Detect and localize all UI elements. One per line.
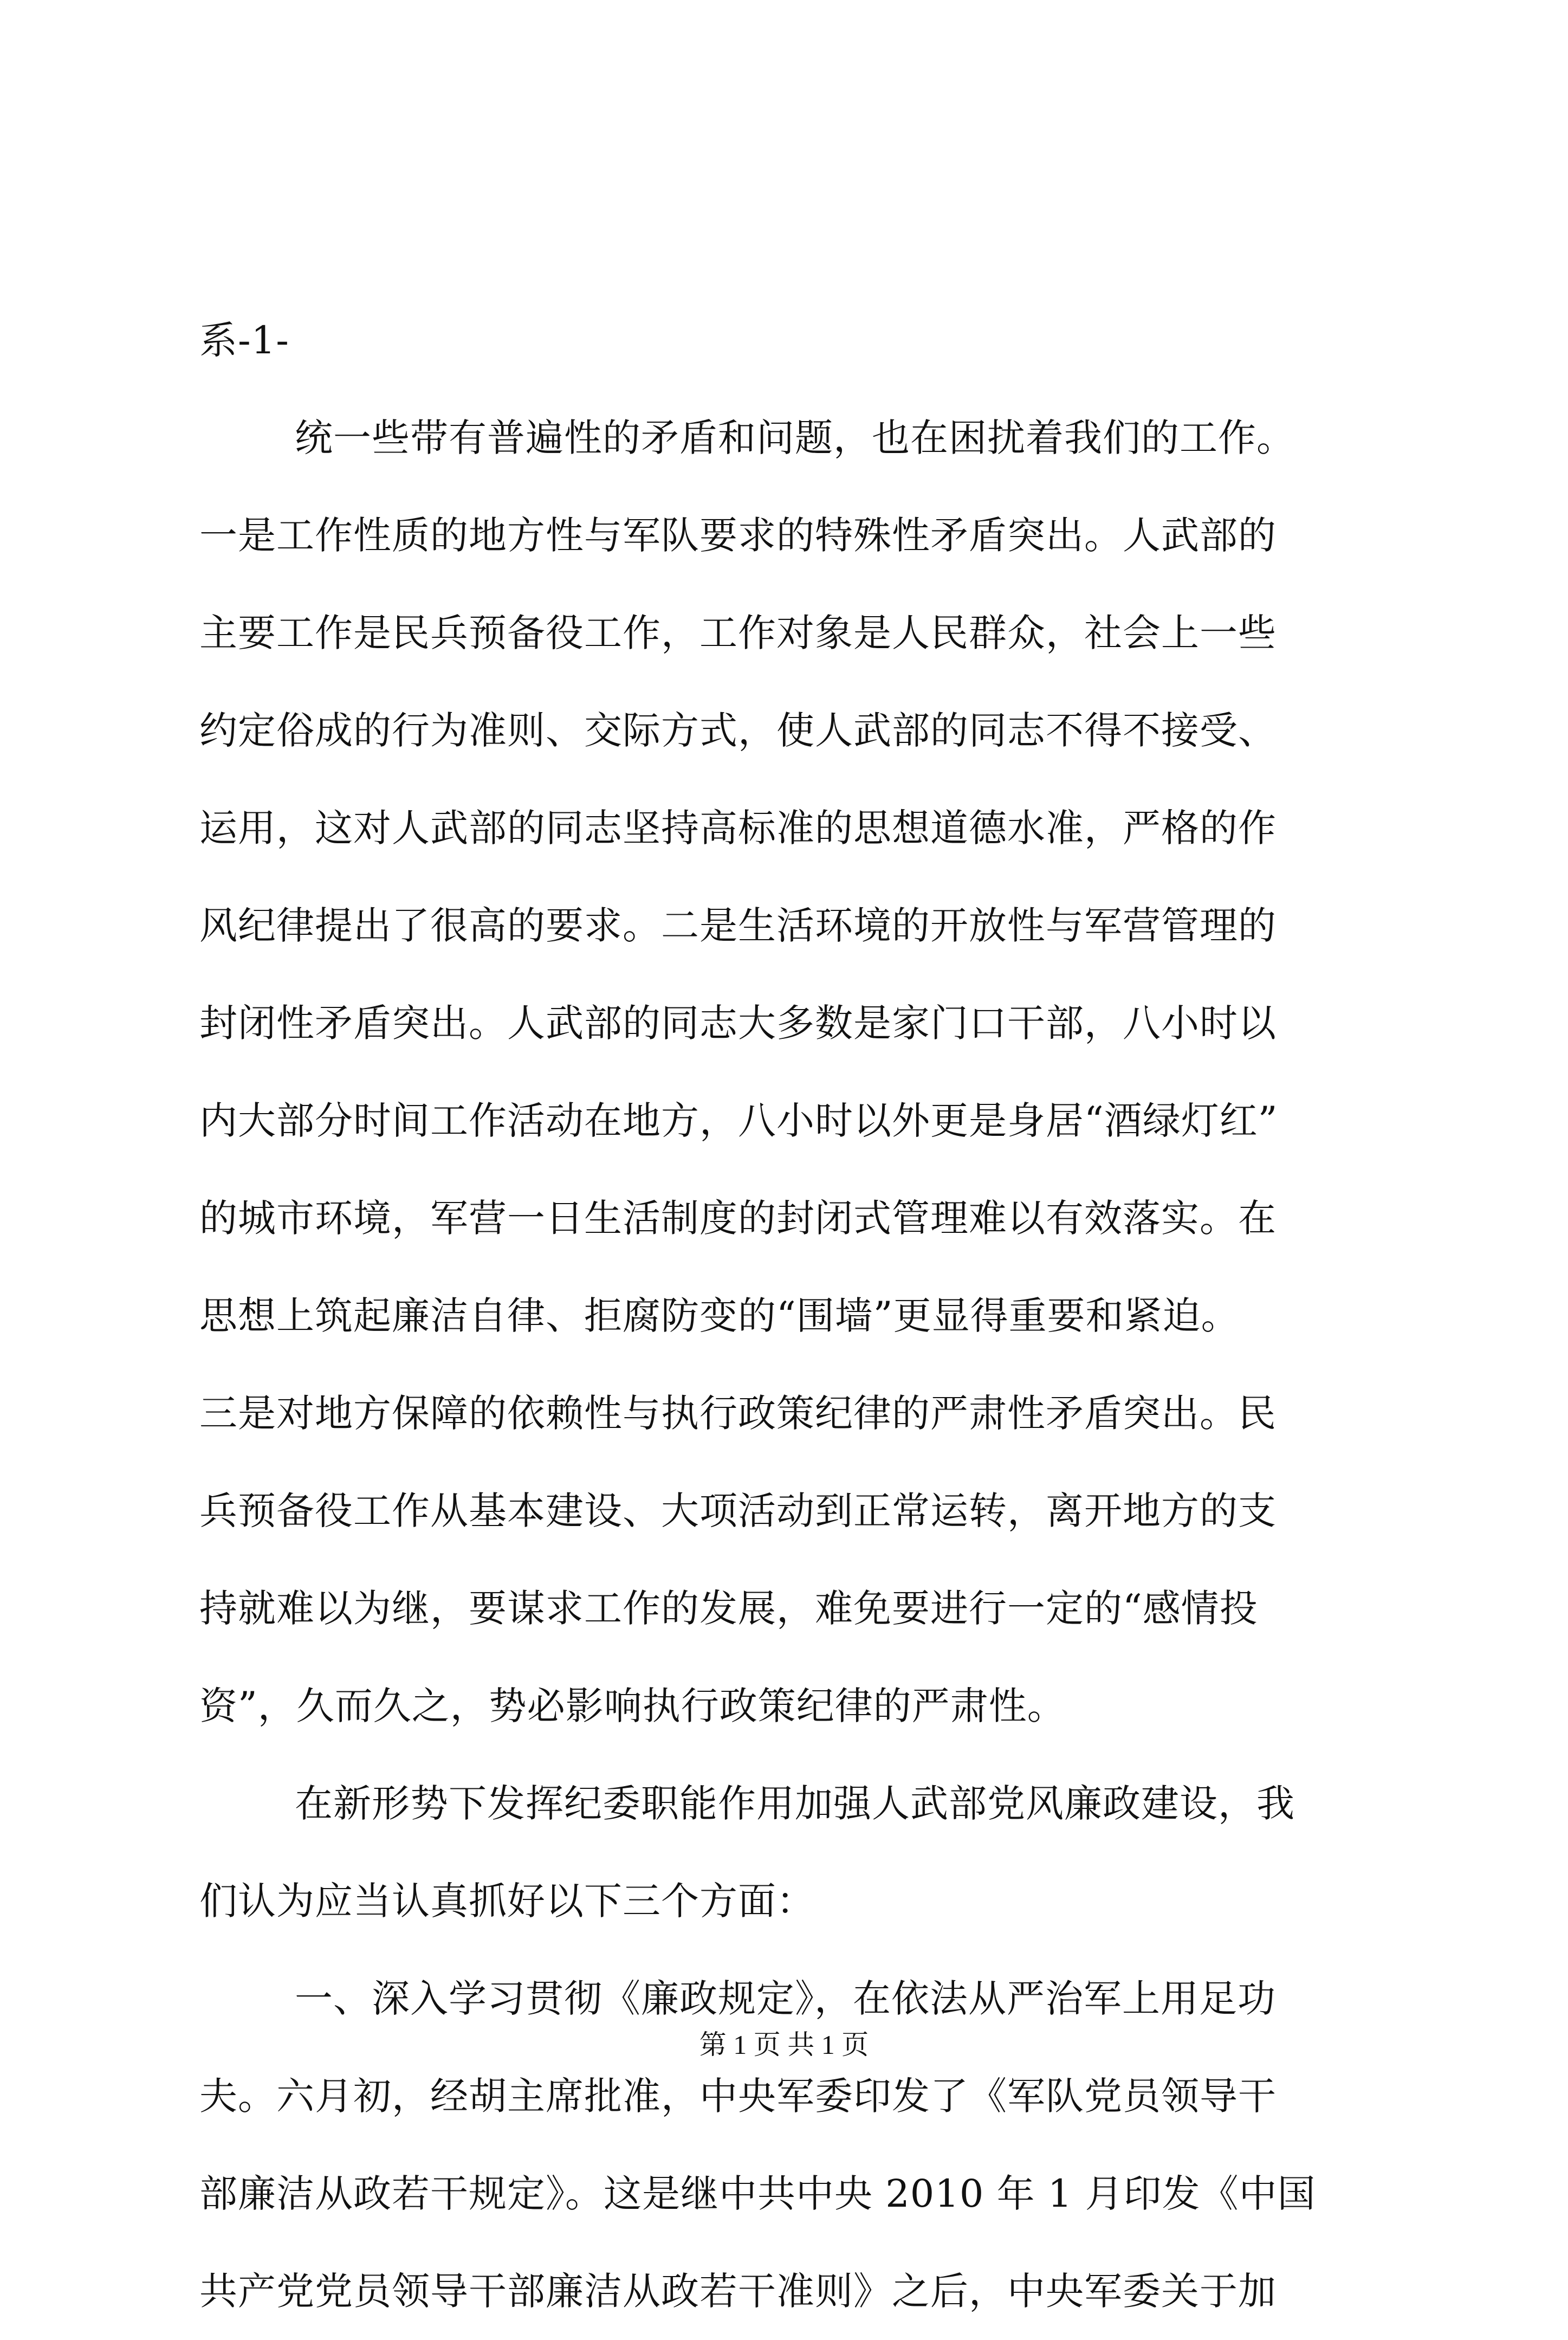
text-line: 主要工作是民兵预备役工作，工作对象是人民群众，社会上一些 [199, 611, 1277, 655]
text-line: 风纪律提出了很高的要求。二是生活环境的开放性与军营管理的 [199, 903, 1277, 948]
text-line: 们认为应当认真抓好以下三个方面： [199, 1879, 815, 1923]
text-line: 在新形势下发挥纪委职能作用加强人武部党风廉政建设，我 [295, 1781, 1295, 1826]
text-line: 统一些带有普遍性的矛盾和问题，也在困扰着我们的工作。 [295, 416, 1295, 460]
text-line: 一是工作性质的地方性与军队要求的特殊性矛盾突出。人武部的 [199, 513, 1277, 558]
text-line: 持就难以为继，要谋求工作的发展，难免要进行一定的“感情投 [199, 1586, 1258, 1631]
text-line: 的城市环境，军营一日生活制度的封闭式管理难以有效落实。在 [199, 1196, 1277, 1240]
text-line: 兵预备役工作从基本建设、大项活动到正常运转，离开地方的支 [199, 1489, 1277, 1533]
text-line: 资”，久而久之，势必影响执行政策纪律的严肃性。 [199, 1684, 1066, 1728]
text-line: 约定俗成的行为准则、交际方式，使人武部的同志不得不接受、 [199, 708, 1277, 753]
text-line: 系-1- [199, 318, 289, 363]
text-line: 共产党党员领导干部廉洁从政若干准则》之后，中央军委关于加 [199, 2269, 1277, 2313]
text-line: 思想上筑起廉洁自律、拒腐防变的“围墙”更显得重要和紧迫。 [199, 1294, 1240, 1338]
text-line: 一、深入学习贯彻《廉政规定》，在依法从严治军上用足功 [295, 1976, 1276, 2021]
text-line: 三是对地方保障的依赖性与执行政策纪律的严肃性矛盾突出。民 [199, 1391, 1277, 1436]
text-line: 封闭性矛盾突出。人武部的同志大多数是家门口干部，八小时以 [199, 1001, 1277, 1045]
text-line: 夫。六月初，经胡主席批准，中央军委印发了《军队党员领导干 [199, 2074, 1277, 2118]
page-footer: 第 1 页 共 1 页 [699, 2029, 869, 2060]
text-line: 部廉洁从政若干规定》。这是继中共中央 2010 年 1 月印发《中国 [199, 2171, 1316, 2216]
text-line: 运用，这对人武部的同志坚持高标准的思想道德水准，严格的作 [199, 806, 1277, 850]
text-line: 内大部分时间工作活动在地方，八小时以外更是身居“酒绿灯红” [199, 1098, 1278, 1143]
